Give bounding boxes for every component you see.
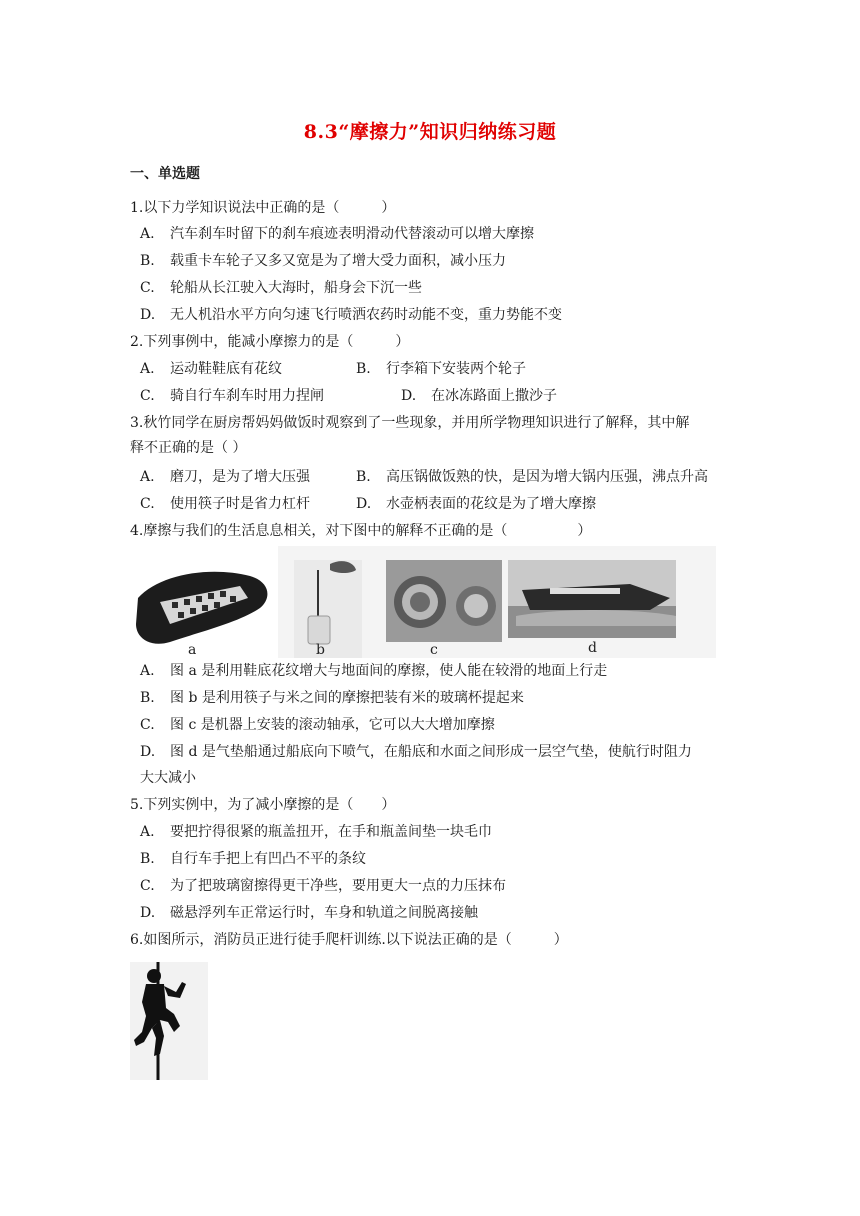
- option-text: 在冰冻路面上撒沙子: [431, 388, 557, 404]
- question-4-option-d-cont: 大大减小: [140, 770, 196, 786]
- pole-climber-silhouette: [130, 962, 208, 1080]
- option-label: D.: [401, 388, 417, 404]
- question-1-option-a[interactable]: [140, 224, 534, 244]
- option-label: C.: [140, 388, 155, 404]
- question-4-stem: 4.摩擦与我们的生活息息相关，对下图中的解释不正确的是（ ）: [130, 523, 592, 539]
- question-2-option-b[interactable]: [356, 359, 526, 379]
- question-5-stem: 5.下列实例中，为了减小摩擦的是（ ）: [130, 797, 396, 813]
- page-title: 8.3“摩擦力”知识归纳练习题: [303, 121, 557, 143]
- question-4-option-a[interactable]: [140, 661, 607, 681]
- option-text: 行李箱下安装两个轮子: [386, 361, 526, 377]
- option-label: C.: [140, 717, 155, 733]
- question-5-option-a[interactable]: [140, 822, 492, 842]
- question-2-stem: 2.下列事例中，能减小摩擦力的是（ ）: [130, 334, 410, 350]
- option-label: A.: [140, 469, 155, 485]
- option-label: B.: [140, 253, 155, 269]
- option-text: 图 c 是机器上安装的滚动轴承，它可以大大增加摩擦: [170, 717, 495, 733]
- question-5-option-d[interactable]: [140, 903, 478, 923]
- question-3-stem-cont: 释不正确的是（ ）: [130, 440, 247, 456]
- option-label: A.: [140, 361, 155, 377]
- question-1-stem: 1.以下力学知识说法中正确的是（ ）: [130, 200, 396, 216]
- figure-label-a: a: [188, 642, 197, 658]
- option-text: 无人机沿水平方向匀速飞行喷洒农药时动能不变，重力势能不变: [170, 307, 562, 323]
- option-text: 自行车手把上有凹凸不平的条纹: [170, 851, 366, 867]
- option-text: 高压锅做饭熟的快，是因为增大锅内压强，沸点升高: [386, 469, 708, 485]
- shoe-sole-image: [130, 546, 278, 658]
- option-label: B.: [140, 851, 155, 867]
- question-1-option-c[interactable]: [140, 278, 422, 298]
- option-text: 磁悬浮列车正常运行时，车身和轨道之间脱离接触: [170, 905, 478, 921]
- option-text: 图 a 是利用鞋底花纹增大与地面间的摩擦，使人能在较滑的地面上行走: [170, 663, 608, 679]
- friction-figures-illustration: [130, 546, 716, 658]
- option-text: 图 d 是气垫船通过船底向下喷气，在船底和水面之间形成一层空气垫，使航行时阻力: [170, 744, 692, 760]
- option-label: D.: [140, 905, 156, 921]
- option-label: A.: [140, 824, 155, 840]
- option-label: C.: [140, 496, 155, 512]
- option-text: 骑自行车刹车时用力捏闸: [170, 388, 324, 404]
- question-4-figure: [130, 546, 716, 658]
- option-text: 要把拧得很紧的瓶盖扭开，在手和瓶盖间垫一块毛巾: [170, 824, 492, 840]
- option-text: 轮船从长江驶入大海时，船身会下沉一些: [170, 280, 422, 296]
- chopstick-glass-image: [294, 560, 362, 658]
- question-2-option-c[interactable]: [140, 386, 324, 406]
- section-heading: 一、单选题: [130, 166, 200, 182]
- question-3-stem: 3.秋竹同学在厨房帮妈妈做饭时观察到了一些现象，并用所学物理知识进行了解释，其中解: [130, 415, 690, 431]
- figure-label-d: d: [588, 640, 597, 656]
- option-text: 水壶柄表面的花纹是为了增大摩擦: [386, 496, 596, 512]
- option-label: A.: [140, 663, 155, 679]
- question-6-stem: 6.如图所示，消防员正进行徒手爬杆训练.以下说法正确的是（ ）: [130, 932, 568, 948]
- option-text: 载重卡车轮子又多又宽是为了增大受力面积，减小压力: [170, 253, 506, 269]
- question-2-option-d[interactable]: [401, 386, 557, 406]
- option-text: 汽车刹车时留下的刹车痕迹表明滑动代替滚动可以增大摩擦: [170, 226, 534, 242]
- option-text: 为了把玻璃窗擦得更干净些，要用更大一点的力压抹布: [170, 878, 506, 894]
- question-3-option-a[interactable]: [140, 467, 310, 487]
- option-label: C.: [140, 280, 155, 296]
- question-1-option-d[interactable]: [140, 305, 562, 325]
- question-5-option-c[interactable]: [140, 876, 506, 896]
- question-3-option-c[interactable]: [140, 494, 310, 514]
- option-label: B.: [356, 361, 371, 377]
- option-label: B.: [356, 469, 371, 485]
- question-3-option-b[interactable]: [356, 467, 708, 487]
- option-text: 图 b 是利用筷子与米之间的摩擦把装有米的玻璃杯提起来: [170, 690, 524, 706]
- question-4-option-b[interactable]: [140, 688, 524, 708]
- option-label: D.: [140, 744, 156, 760]
- question-3-option-d[interactable]: [356, 494, 596, 514]
- question-2-option-a[interactable]: [140, 359, 282, 379]
- question-4-option-c[interactable]: [140, 715, 495, 735]
- question-1-option-b[interactable]: [140, 251, 506, 271]
- option-label: D.: [140, 307, 156, 323]
- option-text: 磨刀，是为了增大压强: [170, 469, 310, 485]
- question-4-option-d[interactable]: [140, 742, 692, 762]
- option-label: D.: [356, 496, 372, 512]
- option-label: A.: [140, 226, 155, 242]
- option-label: C.: [140, 878, 155, 894]
- question-6-figure: [130, 962, 208, 1080]
- option-text: 使用筷子时是省力杠杆: [170, 496, 310, 512]
- option-label: B.: [140, 690, 155, 706]
- question-5-option-b[interactable]: [140, 849, 366, 869]
- figure-label-b: b: [316, 642, 325, 658]
- figure-label-c: c: [430, 642, 438, 658]
- option-text: 运动鞋鞋底有花纹: [170, 361, 282, 377]
